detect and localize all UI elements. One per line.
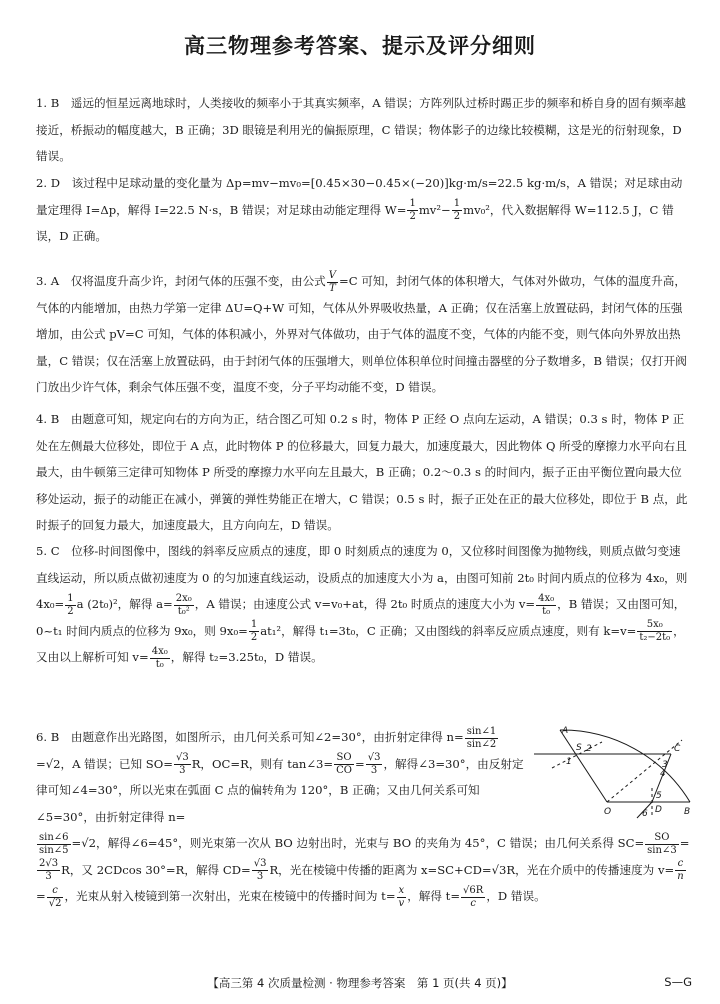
answer-2-part1: 2. D 该过程中足球动量的变化量为 Δp=mv−mv₀=[0.45×30−0.45×(−20)]kg·m/s=22.5 kg·m/s，A 错误；对足球由动量定理得 I=Δp，解得 I=22.5 N·s，B 错误；对足球由动能定理得 W= [36,176,683,217]
label-5: 5 [656,791,662,801]
optics-diagram [532,720,702,820]
label-2: 2 [586,744,592,754]
fraction-half: $\frac{1}{2}$ [453,198,461,222]
answer-2-part3: mv₀²，代入数据解得 W=112.5 J，C 错误，D 正确。 [36,202,674,243]
page-title: 高三物理参考答案、提示及评分细则 [184,34,536,58]
normal-c [607,740,682,802]
answer-6: 6. B 由题意作出光路图，如图所示，由几何关系可知∠2=30°，由折射定律得 n= $\frac{\sin\angle 1}{\sin\angle 2}$ =√2，A 错误；已知 SO= $\frac{√3}{3}$ R，OC=R，则有 tan∠3= $\frac{SO}{CO}$ = $\frac{√3}{3}$ ，解得∠3=30°，由反射定律可知∠4=30°，所以光束在弧面 C 点的偏转角为 120°，B 正确；又由几何关系可知∠5=30°，由折射定律得 n= [36,725,524,824]
label-1: 1 [566,757,572,767]
footer-code: S—G [664,975,692,989]
answer-1-text: 1. B 遥远的恒星远离地球时，人类接收的频率小于其真实频率，A 错误；方阵列队过桥时踢正步的频率和桥自身的固有频率越接近，桥振动的幅度越大，B 正确；3D 眼镜是利用光的偏振原理，C 错误；物体影子的边缘比较模糊，这是光的衍射现象，D 错误。 [36,96,686,163]
label-b: B [684,807,691,817]
label-a: A [562,726,569,736]
label-3: 3 [662,760,668,770]
label-s: S [576,743,582,753]
footer: 【高三第 4 次质量检测 · 物理参考答案 第 1 页(共 4 页)】 [207,976,513,990]
label-4: 4 [660,769,666,779]
label-6: 6 [642,809,648,819]
answer-2 [36,170,692,250]
label-o: O [604,807,612,817]
arc-surface [560,730,690,802]
answer-4 [36,406,692,539]
answer-1 [36,90,692,170]
answer-5: 5. C 位移-时间图像中，图线的斜率反应质点的速度，即 0 时刻质点的速度为 0，又位移时间图像为抛物线，则质点做匀变速直线运动，所以质点做初速度为 0 的匀加速直线运动，设质点的加速度大小为 a，由图可知前 2t₀ 时间内质点的位移为 4x₀，则 4x₀= $\frac{1}{2}$ a (2t₀)²，解得 a= $\frac{\text{2x₀}}{\text{t₀²}}$ ，A 错误；由速度公式 v=v₀+at，得 2t₀ 时质点的速度大小为 v= $\frac{\text{4x₀}}{\text{t₀}}$ ，B 错误；又由图可知，0~t₁ 时间内质点的位移为 9x₀，则 9x₀= $\frac{1}{2}$ at₁²，解得 t₁=3t₀，C 正确；又由图线的斜率反应质点速度，则有 k=v= $\frac{\text{5x₀}}{\text{t₂−2t₀}}$ ，又由以上解析可知 v= $\frac{\text{4x₀}}{\text{t₀}}$ ，解得 t₂=3.25t₀，D 错误。 [36,544,688,670]
answer-3: 3. A 仅将温度升高少许，封闭气体的压强不变，由公式 $\frac{V}{T}$ =C 可知，封闭气体的体积增大，气体对外做功，气体的温度升高，气体的内能增加，由热力学第一定律 ΔU=Q+W 可知，气体从外界吸收热量，A 正确；仅在活塞上放置砝码，封闭气体的压强增加，由公式 pV=C 可知，气体的体积减小，外界对气体做功，由于气体的温度不变，气体的内能不变，则气体向外界放出热量，C 错误；仅在活塞上放置砝码，由于封闭气体的压强增大，则单位体积单位时间撞击器壁的分子数增多，B 错误；仅打开阀门放出少许气体，剩余气体压强不变，温度不变，分子平均动能不变，D 错误。 [36,269,687,394]
label-c: C [674,744,681,754]
answer-6-continued: $\frac{\sin\angle 6}{\sin\angle 5}$ =√2，解得∠6=45°，则光束第一次从 BO 边射出时，光束与 BO 的夹角为 45°，C 错误；由几何关系得 SC= $\frac{SO}{\sin\angle 3}$ = $\frac{2√3}{3}$ R，又 2CDcos 30°=R，解得 CD= $\frac{√3}{3}$ R，光在棱镜中传播的距离为 x=SC+CD=√3R，光在介质中的传播速度为 v= $\frac{c}{n}$ = $\frac{c}{√2}$ ，光束从射入棱镜到第一次射出，光束在棱镜中的传播时间为 t= $\frac{x}{v}$ ，解得 t= $\frac{√6R}{c}$ ，D 错误。 [36,831,690,909]
answer-2-part2: mv²− [418,202,451,217]
fraction-half: $\frac{1}{2}$ [409,198,416,222]
label-d: D [655,805,662,815]
answer-4-text: 4. B 由题意可知，规定向右的方向为正，结合图乙可知 0.2 s 时，物体 P 正经 O 点向左运动，A 错误；0.3 s 时，物体 P 正处在左侧最大位移处，即位于 A 点，此时物体 P 的位移最大，回复力最大，加速度最大，因此物体 Q 所受的摩擦力水平向右且最大，由牛顿第三定律可知物体 P 所受的摩擦力水平向左且最大，B 正确；0.2～0.3 s 的时间内，振子正由平衡位置向最大位移处运动，振子的动能正在减小，弹簧的弹性势能正在增大，C 错误；0.5 s 时，振子正处在正的最大位移处，即位于 B 点，此时振子的回复力最大，加速度最大，且方向向左，D 错误。 [36,412,688,532]
fraction-v-over-t: $\frac{V}{T}$ [328,269,337,294]
